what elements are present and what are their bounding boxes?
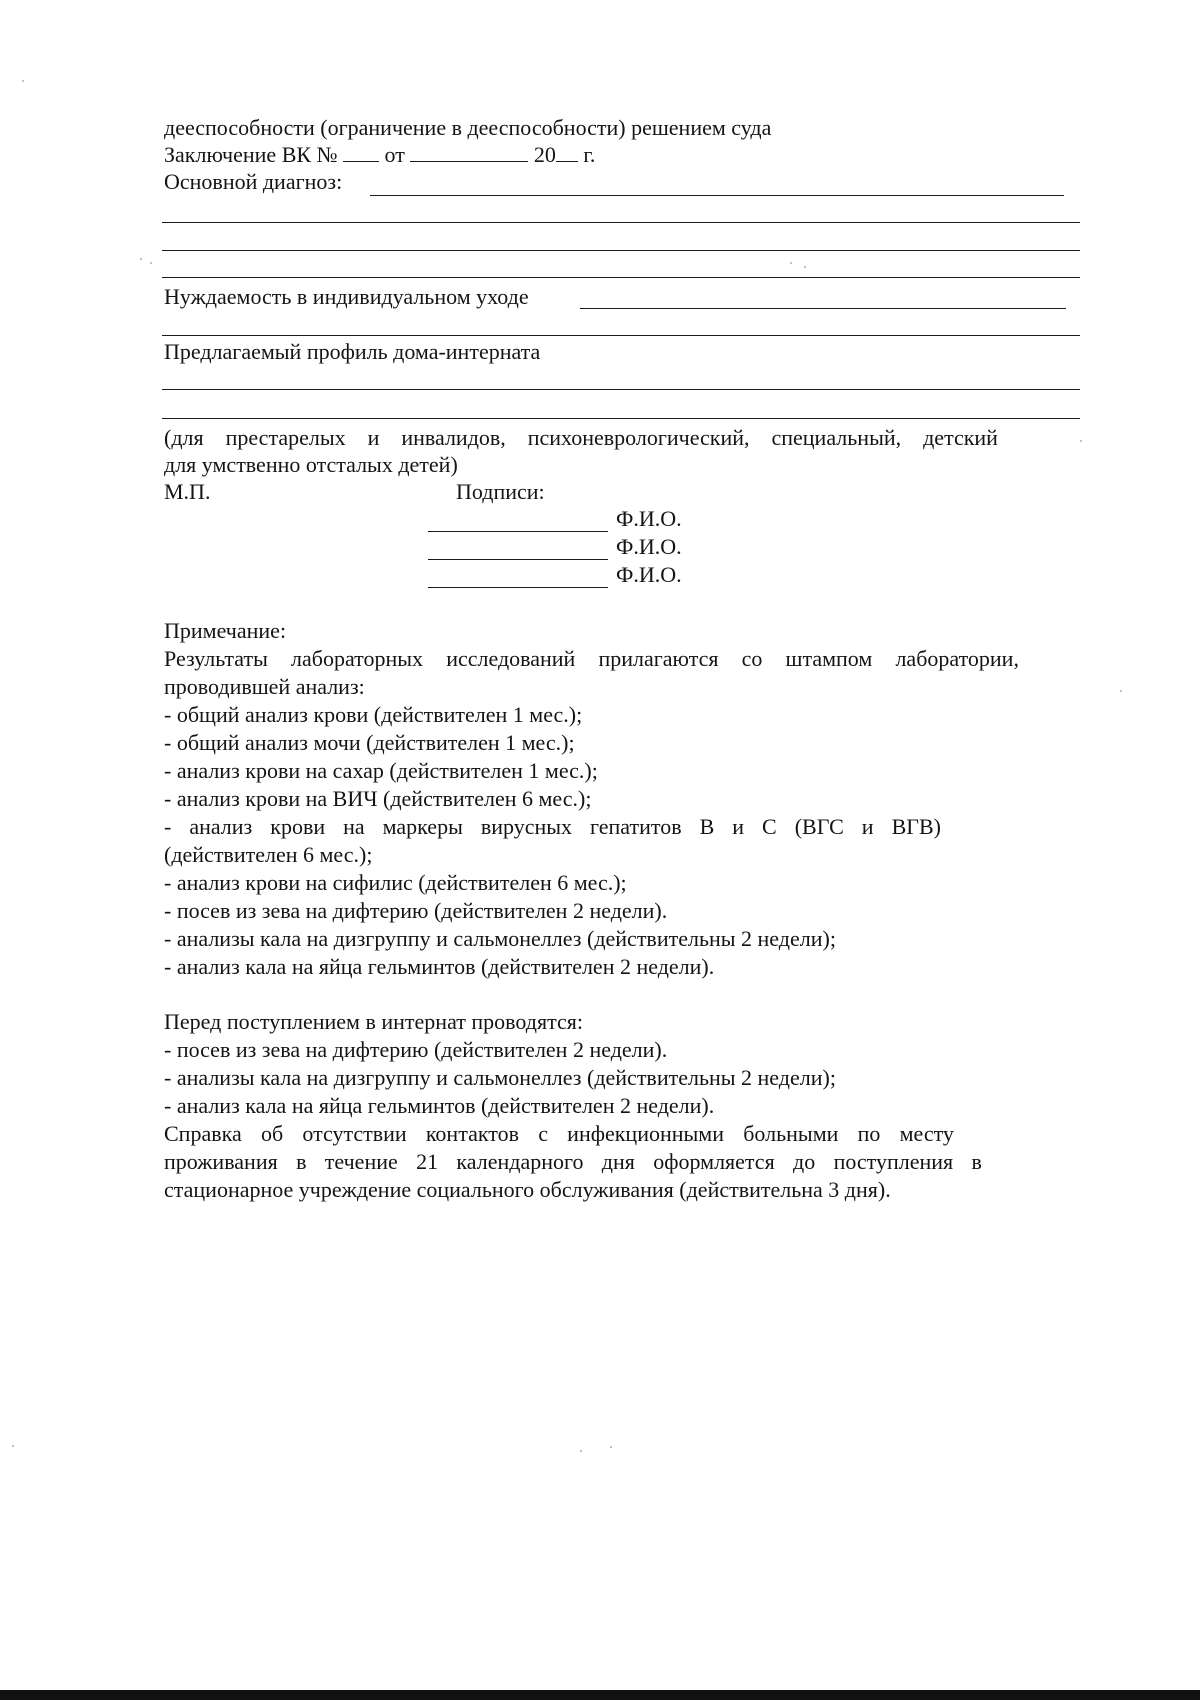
before-item: - анализы кала на дизгруппу и сальмонеллез (действительны 2 недели);: [164, 1065, 836, 1090]
scan-speck: [12, 1445, 14, 1447]
profile-label: Предлагаемый профиль дома-интерната: [164, 339, 541, 364]
note-item-text-word: маркеры: [382, 814, 463, 839]
note-intro-text-word: со: [741, 646, 763, 671]
vk-from-label: от: [384, 142, 405, 167]
note-intro-line1: [164, 645, 1019, 673]
signature-fio-1: Ф.И.О.: [616, 506, 682, 531]
certificate-text-1-word: месту: [899, 1121, 954, 1146]
certificate-text-2-word: 21: [416, 1149, 439, 1174]
signature-field-2[interactable]: [428, 559, 608, 560]
vk-number-field[interactable]: [343, 143, 379, 162]
signature-fio-3: Ф.И.О.: [616, 562, 682, 587]
vk-year-label: 20: [533, 142, 556, 167]
diagnosis-field-line-2[interactable]: [162, 222, 1080, 223]
note-item-text-word: крови: [270, 814, 326, 839]
certificate-text-1-word: об: [260, 1121, 284, 1146]
profile-hint-text-word: психоневрологический,: [527, 425, 750, 450]
note-item: - общий анализ мочи (действителен 1 мес.);: [164, 730, 575, 755]
note-intro-text-word: исследований: [446, 646, 576, 671]
before-title: Перед поступлением в интернат проводятся:: [164, 1009, 583, 1034]
certificate-text-2-word: поступления: [833, 1149, 954, 1174]
note-title: Примечание:: [164, 618, 287, 643]
signature-field-1[interactable]: [428, 531, 608, 532]
diagnosis-field-line-3[interactable]: [162, 250, 1080, 251]
vk-year-field[interactable]: [556, 143, 578, 162]
note-intro-line2: проводившей анализ:: [164, 674, 365, 699]
note-intro-text-word: прилагаются: [598, 646, 719, 671]
scan-speck: [150, 262, 152, 264]
certificate-line2: [164, 1148, 982, 1176]
scan-edge-bar: [0, 1690, 1200, 1700]
certificate-text-2-word: дня: [601, 1149, 635, 1174]
profile-hint-text-word: инвалидов,: [401, 425, 506, 450]
note-item: - анализы кала на дизгруппу и сальмонеллез (действительны 2 недели);: [164, 926, 836, 951]
certificate-text-2-word: календарного: [456, 1149, 584, 1174]
certificate-text-1-word: больными: [743, 1121, 839, 1146]
note-item-text-word: В: [699, 814, 715, 839]
vk-year-suffix: г.: [583, 142, 596, 167]
note-item-text-word: гепатитов: [590, 814, 682, 839]
profile-hint-text-word: (для: [164, 425, 204, 450]
care-field-line-2[interactable]: [162, 335, 1080, 336]
note-item: - посев из зева на дифтерию (действителен 2 недели).: [164, 898, 668, 923]
certificate-text-1-word: с: [538, 1121, 548, 1146]
note-item: - анализ крови на сахар (действителен 1 мес.);: [164, 758, 598, 783]
diagnosis-field[interactable]: [370, 195, 1064, 196]
vk-label: Заключение ВК №: [164, 142, 338, 167]
certificate-text-2-word: проживания: [164, 1149, 278, 1174]
note-item-text-word: -: [164, 814, 172, 839]
note-item-text-word: и: [861, 814, 874, 839]
certificate-text-2-word: в: [971, 1149, 982, 1174]
before-item: - посев из зева на дифтерию (действителен 2 недели).: [164, 1037, 668, 1062]
note-item-text-word: С: [762, 814, 777, 839]
scan-speck: [140, 258, 142, 260]
certificate-line3: стационарное учреждение социального обслуживания (действительна 3 дня).: [164, 1177, 891, 1202]
certificate-text-1-word: отсутствии: [302, 1121, 407, 1146]
scan-speck: [790, 262, 792, 264]
note-item-text-word: вирусных: [480, 814, 573, 839]
certificate-text-1-word: по: [857, 1121, 881, 1146]
note-item: - общий анализ крови (действителен 1 мес.);: [164, 702, 583, 727]
profile-field-line-2[interactable]: [162, 418, 1080, 419]
signatures-label: Подписи:: [456, 479, 545, 504]
certificate-text-2-word: течение: [324, 1149, 398, 1174]
note-item-text-word: ВГВ): [891, 814, 941, 839]
note-item-text-word: анализ: [189, 814, 253, 839]
signature-field-3[interactable]: [428, 587, 608, 588]
certificate-text-2-word: оформляется: [653, 1149, 775, 1174]
note-item: - анализ кала на яйца гельминтов (действителен 2 недели).: [164, 954, 715, 979]
scan-speck: [804, 266, 806, 268]
note-item-text-word: и: [732, 814, 745, 839]
certificate-line1: [164, 1120, 954, 1148]
profile-hint-line2: для умственно отсталых детей): [164, 452, 458, 477]
profile-hint-text-word: детский: [923, 425, 998, 450]
certificate-text-1-word: Справка: [164, 1121, 242, 1146]
note-intro-text-word: лабораторных: [291, 646, 424, 671]
note-item-text-word: (ВГС: [794, 814, 844, 839]
note-intro-text-word: Результаты: [164, 646, 268, 671]
profile-hint-line1: [164, 424, 998, 452]
certificate-text-2-word: в: [296, 1149, 307, 1174]
profile-field-line-1[interactable]: [162, 389, 1080, 390]
scan-speck: [1120, 690, 1122, 692]
care-label: Нуждаемость в индивидуальном уходе: [164, 284, 529, 309]
note-intro-text-word: штампом: [785, 646, 873, 671]
scan-speck: [1080, 440, 1082, 442]
certificate-text-2-word: до: [793, 1149, 816, 1174]
certificate-text-1-word: контактов: [425, 1121, 519, 1146]
capacity-line: дееспособности (ограничение в дееспособности) решением суда: [164, 115, 772, 140]
profile-hint-text-word: престарелых: [225, 425, 346, 450]
note-item: (действителен 6 мес.);: [164, 842, 373, 867]
vk-conclusion-line: [164, 141, 595, 169]
note-item: - анализ крови на ВИЧ (действителен 6 мес.);: [164, 786, 592, 811]
care-field[interactable]: [580, 308, 1066, 309]
diagnosis-label: Основной диагноз:: [164, 169, 343, 194]
scan-speck: [610, 1446, 612, 1448]
vk-date-field[interactable]: [410, 143, 528, 162]
note-item: [164, 813, 941, 841]
certificate-text-1-word: инфекционными: [567, 1121, 724, 1146]
profile-hint-text-word: специальный,: [771, 425, 902, 450]
note-item: - анализ крови на сифилис (действителен 6 мес.);: [164, 870, 627, 895]
signature-fio-2: Ф.И.О.: [616, 534, 682, 559]
diagnosis-field-line-4[interactable]: [162, 277, 1080, 278]
note-intro-text-word: лаборатории,: [895, 646, 1019, 671]
stamp-label: М.П.: [164, 479, 211, 504]
note-item-text-word: на: [343, 814, 365, 839]
before-item: - анализ кала на яйца гельминтов (действителен 2 недели).: [164, 1093, 715, 1118]
profile-hint-text-word: и: [367, 425, 380, 450]
scan-speck: [580, 1450, 582, 1452]
scan-speck: [22, 80, 24, 82]
